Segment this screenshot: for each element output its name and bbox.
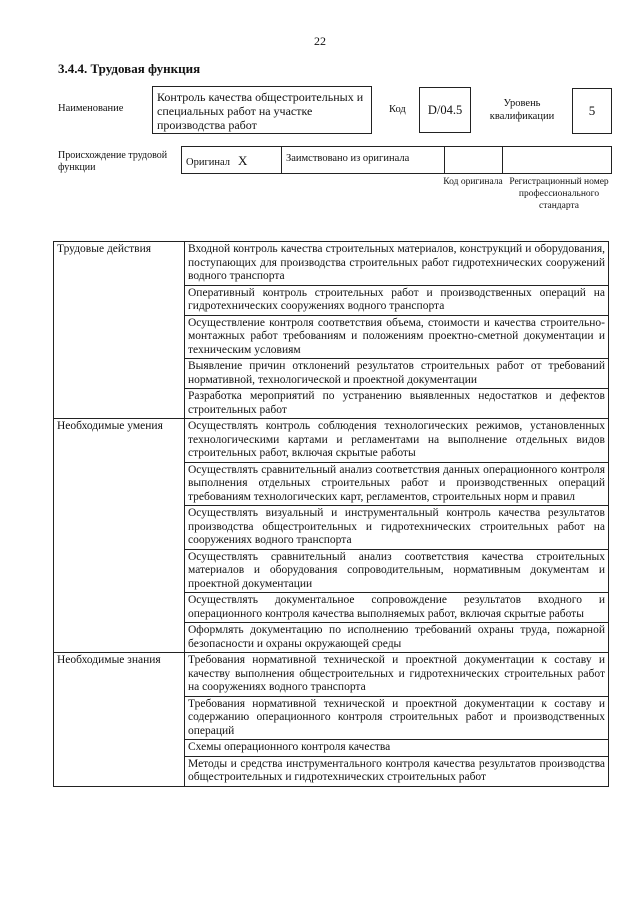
category-cell: Необходимые умения — [54, 419, 185, 653]
item-cell: Требования нормативной технической и проектной документации к составу и качеству выполнения общестроительных и гидротехнических строительных работ на сооружениях водного транспорта — [185, 653, 609, 697]
item-cell: Осуществлять контроль соблюдения технологических режимов, установленных технологическими картами и регламентами на выполнение отдельных видов строительных работ, включая скрытые работы — [185, 419, 609, 463]
item-cell: Разработка мероприятий по устранению выявленных недостатков и дефектов строительных работ — [185, 389, 609, 419]
origin-label: Происхождение трудовой функции — [58, 150, 168, 173]
name-value: Контроль качества общестроительных и специальных работ на участке производства работ — [152, 86, 372, 134]
item-cell: Осуществлять сравнительный анализ соответствия качества строительных материалов и оборудования сопроводительным, нормативным документам и проектной документации — [185, 549, 609, 593]
name-label: Наименование — [58, 103, 124, 114]
item-cell: Оформлять документацию по исполнению требований охраны труда, пожарной безопасности и охраны окружающей среды — [185, 623, 609, 653]
code-value: D/04.5 — [419, 87, 471, 133]
item-cell: Осуществлять визуальный и инструментальный контроль качества результатов производства общестроительных и гидротехнических строительных работ на сооружениях водного транспорта — [185, 506, 609, 550]
borrowed-label: Заимствовано из оригинала — [282, 147, 445, 173]
origin-code-cell — [445, 147, 503, 173]
original-mark: X — [238, 153, 248, 168]
item-cell: Требования нормативной технической и проектной документации к составу и содержанию операционного контроля строительных работ и производственных операций — [185, 696, 609, 740]
table-row — [54, 419, 609, 463]
reg-caption: Регистрационный номер профессионального стандарта — [509, 177, 609, 211]
level-label: Уровень квалификации — [489, 98, 555, 122]
item-cell: Осуществление контроля соответствия объема, стоимости и качества строительно-монтажных работ требованиям и положениям проектно-сметной документации и техническим условиям — [185, 315, 609, 359]
table-row — [54, 653, 609, 697]
section-title: 3.4.4. Трудовая функция — [58, 61, 201, 76]
code-caption: Код оригинала — [443, 177, 503, 187]
origin-original-cell — [182, 147, 282, 173]
item-cell: Оперативный контроль строительных работ и производственных операций на гидротехнических сооружениях водного транспорта — [185, 285, 609, 315]
code-label: Код — [389, 104, 406, 115]
category-cell: Трудовые действия — [54, 242, 185, 419]
original-label: Оригинал — [186, 157, 230, 168]
item-cell: Схемы операционного контроля качества — [185, 740, 609, 757]
level-value: 5 — [572, 88, 612, 134]
item-cell: Осуществлять документальное сопровождение результатов входного и операционного контроля качества выполняемых работ, включая скрытые работы — [185, 593, 609, 623]
function-table — [53, 241, 609, 787]
category-cell: Необходимые знания — [54, 653, 185, 787]
origin-reg-cell — [503, 147, 611, 173]
item-cell: Выявление причин отклонений результатов строительных работ от требований нормативной, технологической и проектной документации — [185, 359, 609, 389]
item-cell: Входной контроль качества строительных материалов, конструкций и оборудования, поступающих для производства строительных работ гидротехнических сооружений водного транспорта — [185, 242, 609, 286]
page-number: 22 — [314, 34, 326, 48]
item-cell: Осуществлять сравнительный анализ соответствия данных операционного контроля выполнения отдельных строительных работ и производственных операций требованиям технологических карт, регламентов, строительных норм и правил — [185, 462, 609, 506]
origin-row — [181, 146, 612, 174]
table-row — [54, 242, 609, 286]
item-cell: Методы и средства инструментального контроля качества результатов производства общестроительных и гидротехнических строительных работ — [185, 756, 609, 786]
